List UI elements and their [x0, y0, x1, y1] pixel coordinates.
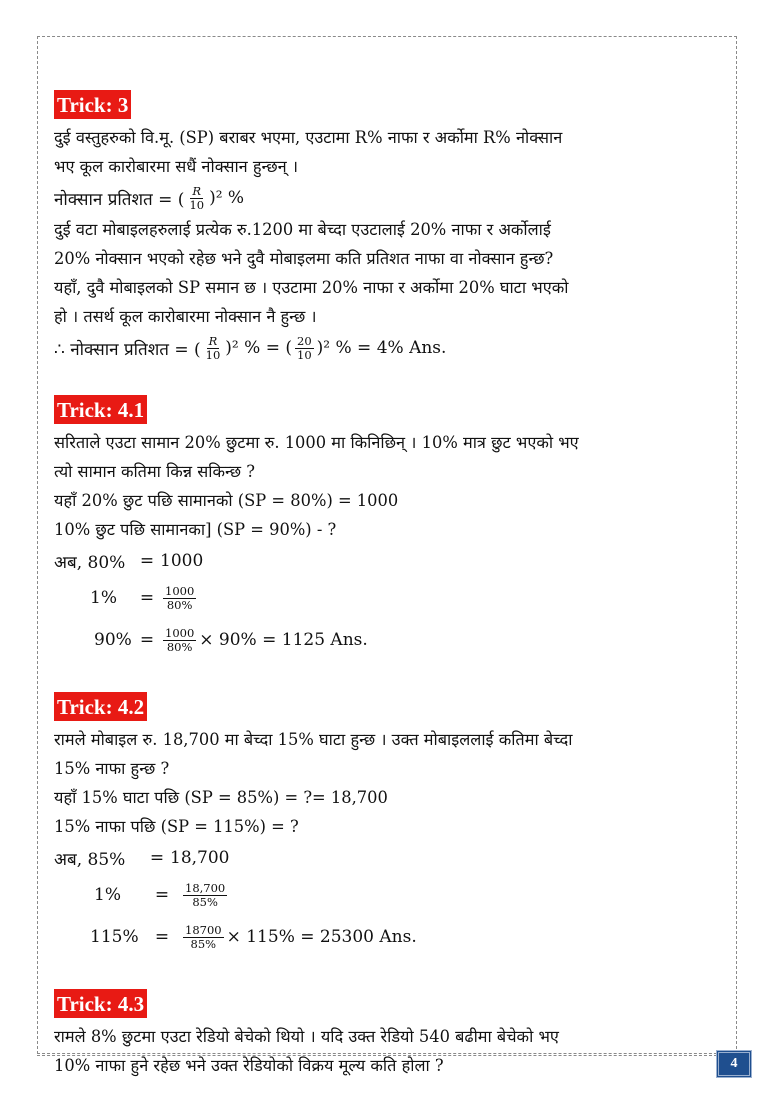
- trick-4-1-step-1: [54, 544, 718, 578]
- trick-4-2-line-4: 15% नाफा पछि (SP = 115%) = ?: [54, 817, 299, 836]
- trick-3-line-7: हो । तसर्थ कूल कारोबारमा नोक्सान नै हुन्छ ।: [54, 307, 317, 326]
- trick-4-1-line-1: सरिताले एउटा सामान 20% छुटमा रु. 1000 मा किनिछिन् । 10% मात्र छुट भएको भए: [54, 433, 579, 452]
- answer-prefix: ∴ नोक्सान प्रतिशत = (: [54, 339, 201, 360]
- trick-3-line-1: दुई वस्तुहरुको वि.मू. (SP) बराबर भएमा, एउटामा R% नाफा र अर्कोमा R% नोक्सान: [54, 128, 563, 147]
- trick-4-2-section: [54, 692, 718, 959]
- trick-4-3-line-1: रामले 8% छुटमा एउटा रेडियो बेचेको थियो । यदि उक्त रेडियो 540 बढीमा बेचेको भए: [54, 1027, 559, 1046]
- formula-fraction: [187, 185, 206, 212]
- trick-3-line-5: 20% नोक्सान भएको रहेछ भने दुवै मोबाइलमा कति प्रतिशत नाफा वा नोक्सान हुन्छ?: [54, 249, 554, 268]
- page-content: [54, 90, 718, 1110]
- trick-4-3-heading: Trick: 4.3: [54, 989, 147, 1018]
- fraction-denominator: 10: [189, 197, 205, 212]
- fraction-denominator: 85%: [192, 894, 218, 909]
- trick-4-2-line-1: रामले मोबाइल रु. 18,700 मा बेच्दा 15% घाटा हुन्छ । उक्त मोबाइललाई कतिमा बेच्दा: [54, 730, 573, 749]
- fraction-denominator: 80%: [166, 639, 193, 654]
- step-value: 18,700: [170, 848, 230, 868]
- formula-suffix: )² %: [209, 188, 245, 208]
- fraction-denominator: 10: [205, 347, 221, 362]
- fraction-numerator: R: [208, 333, 218, 348]
- fraction-denominator: 85%: [190, 936, 217, 951]
- fraction-numerator: 18700: [185, 922, 222, 937]
- trick-4-2-line-2: 15% नाफा हुन्छ ?: [54, 759, 170, 778]
- answer-fraction-1: [204, 335, 223, 362]
- fraction-numerator: 1000: [165, 625, 195, 640]
- fraction-denominator: 10: [297, 347, 312, 362]
- trick-3-section: [54, 90, 718, 365]
- trick-3-line-6: यहाँ, दुवै मोबाइलको SP समान छ । एउटामा 20% नाफा र अर्कोमा 20% घाटा भएको: [54, 278, 569, 297]
- trick-4-1-step-2: [54, 578, 718, 618]
- step-left: अब, 85%: [54, 849, 126, 870]
- step-tail: × 115% = 25300 Ans.: [226, 927, 417, 947]
- trick-4-2-step-2: [54, 875, 718, 915]
- step-fraction: [183, 882, 227, 909]
- trick-4-1-heading: Trick: 4.1: [54, 395, 147, 424]
- step-left: 1%: [90, 588, 117, 608]
- trick-3-line-4: दुई वटा मोबाइलहरुलाई प्रत्येक रु.1200 मा बेच्दा एउटालाई 20% नाफा र अर्कोलाई: [54, 220, 551, 239]
- step-equals: =: [149, 848, 165, 868]
- step-fraction: [163, 627, 196, 654]
- step-equals: =: [154, 885, 170, 905]
- trick-3-line-2: भए कूल कारोबारमा सधैं नोक्सान हुन्छन् ।: [54, 157, 298, 176]
- step-left: अब, 80%: [54, 552, 126, 573]
- trick-3-heading: Trick: 3: [54, 90, 131, 119]
- trick-4-1-line-3: यहाँ 20% छुट पछि सामानको (SP = 80%) = 1000: [54, 491, 399, 510]
- trick-4-1-line-4: 10% छुट पछि सामानका] (SP = 90%) - ?: [54, 520, 337, 539]
- trick-4-1-section: [54, 395, 718, 662]
- answer-middle: )² % = (: [225, 338, 292, 358]
- trick-4-2-heading: Trick: 4.2: [54, 692, 147, 721]
- step-left: 115%: [90, 927, 139, 947]
- step-equals: =: [139, 551, 155, 571]
- trick-3-formula: [54, 181, 718, 215]
- step-tail: × 90% = 1125 Ans.: [199, 630, 368, 650]
- footer-rule: [37, 1055, 717, 1057]
- step-fraction: [183, 924, 224, 951]
- trick-4-1-line-2: त्यो सामान कतिमा किन्न सकिन्छ ?: [54, 462, 255, 481]
- trick-4-3-line-2: 10% नाफा हुने रहेछ भने उक्त रेडियोको विक्रय मूल्य कति होला ?: [54, 1056, 444, 1075]
- step-equals: =: [139, 588, 155, 608]
- formula-prefix: नोक्सान प्रतिशत = (: [54, 189, 185, 210]
- step-left: 90%: [94, 630, 132, 650]
- answer-fraction-2: [295, 335, 314, 362]
- fraction-numerator: 18,700: [185, 880, 226, 895]
- fraction-numerator: 1000: [165, 583, 195, 598]
- fraction-numerator: 20: [297, 333, 312, 348]
- step-equals: =: [154, 927, 170, 947]
- step-fraction: [163, 585, 196, 612]
- page-number-badge: 4: [716, 1050, 752, 1078]
- step-equals: =: [139, 630, 155, 650]
- trick-4-3-section: [54, 989, 718, 1080]
- trick-4-1-step-3: [54, 618, 718, 662]
- trick-3-answer: [54, 331, 718, 365]
- answer-end: )² % = 4% Ans.: [316, 338, 447, 358]
- step-left: 1%: [94, 885, 121, 905]
- trick-4-2-step-3: [54, 915, 718, 959]
- trick-4-2-line-3: यहाँ 15% घाटा पछि (SP = 85%) = ?= 18,700: [54, 788, 388, 807]
- trick-4-2-step-1: [54, 841, 718, 875]
- step-value: 1000: [160, 551, 204, 571]
- fraction-denominator: 80%: [166, 597, 193, 612]
- fraction-numerator: R: [192, 183, 202, 198]
